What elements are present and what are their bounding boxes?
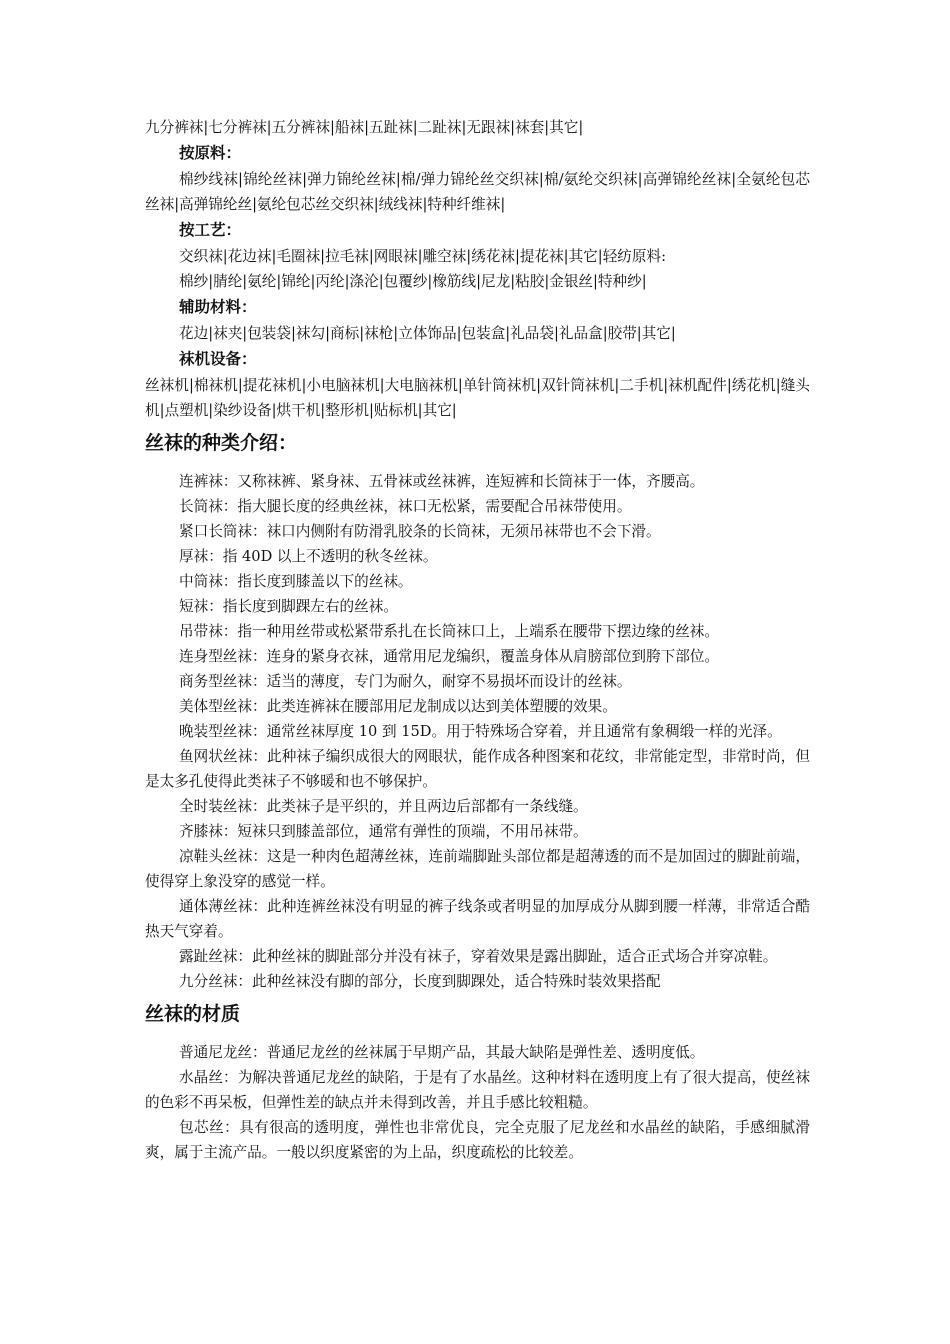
material-item: 普通尼龙丝：普通尼龙丝的丝袜属于早期产品，其最大缺陷是弹性差、透明度低。 — [179, 1044, 705, 1061]
type-item: 鱼网状丝袜：此种袜子编织成很大的网眼状，能作成各种图案和花纹，非常能定型，非常时尚，但是太多孔使得此类袜子不够暖和也不够保护。 — [145, 748, 810, 790]
by-process-line-2: 棉纱|腈纶|氨纶|锦纶|丙纶|涤沦|包覆纱|橡筋线|尼龙|粘胶|金银丝|特种纱| — [179, 273, 647, 290]
types-section-heading: 丝袜的种类介绍： — [145, 432, 298, 454]
aux-materials-heading: 辅助材料： — [179, 298, 257, 316]
type-item: 通体薄丝袜：此种连裤丝袜没有明显的裤子线条或者明显的加厚成分从脚到腰一样薄，非常适合酷热天气穿着。 — [145, 898, 810, 940]
by-material-text: 棉纱线袜|锦纶丝袜|弹力锦纶丝袜|棉/弹力锦纶丝交织袜|棉/氨纶交织袜|高弹锦纶丝袜|全氨纶包芯丝袜|高弹锦纶丝|氨纶包芯丝交织袜|绒线袜|特种纤维袜| — [145, 171, 810, 213]
by-process-heading: 按工艺： — [179, 221, 242, 239]
materials-list — [145, 1040, 810, 1165]
type-item: 全时装丝袜：此类袜子是平织的，并且两边后部都有一条线缝。 — [179, 798, 588, 815]
type-item: 紧口长筒袜：袜口内侧附有防滑乳胶条的长筒袜，无须吊袜带也不会下滑。 — [179, 523, 661, 540]
machines-text: 丝袜机|棉袜机|提花袜机|小电脑袜机|大电脑袜机|单针筒袜机|双针筒袜机|二手机|袜机配件|绣花机|缝头机|点塑机|染纱设备|烘干机|整形机|贴标机|其它| — [145, 377, 810, 419]
type-item: 连身型丝袜：连身的紧身衣袜，通常用尼龙编织，覆盖身体从肩膀部位到胯下部位。 — [179, 648, 719, 665]
material-item: 水晶丝：为解决普通尼龙丝的缺陷，于是有了水晶丝。这种材料在透明度上有了很大提高，使丝袜的色彩不再呆板，但弹性差的缺点并未得到改善，并且手感比较粗糙。 — [145, 1069, 810, 1111]
by-material-heading: 按原料： — [179, 144, 242, 162]
type-item: 露趾丝袜：此种丝袜的脚趾部分并没有袜子，穿着效果是露出脚趾，适合正式场合并穿凉鞋。 — [179, 948, 778, 965]
type-item: 长筒袜：指大腿长度的经典丝袜，袜口无松紧，需要配合吊袜带使用。 — [179, 498, 632, 515]
type-item: 美体型丝袜：此类连裤袜在腰部用尼龙制成以达到美体塑腰的效果。 — [179, 698, 617, 715]
materials-section-heading: 丝袜的材质 — [145, 1003, 241, 1025]
type-item: 厚袜：指 40D 以上不透明的秋冬丝袜。 — [179, 548, 438, 565]
type-item: 短袜：指长度到脚踝左右的丝袜。 — [179, 598, 398, 615]
document-page — [145, 115, 810, 1165]
aux-materials-text: 花边|袜夹|包装袋|袜勾|商标|袜枪|立体饰品|包装盒|礼品袋|礼品盒|胶带|其它| — [179, 325, 676, 342]
machines-heading: 袜机设备： — [179, 350, 257, 368]
type-item: 商务型丝袜：适当的薄度，专门为耐久，耐穿不易损坏而设计的丝袜。 — [179, 673, 632, 690]
type-item: 凉鞋头丝袜：这是一种肉色超薄丝袜，连前端脚趾头部位都是超薄透的而不是加固过的脚趾前端，使得穿上象没穿的感觉一样。 — [145, 848, 810, 890]
type-item: 晚装型丝袜：通常丝袜厚度 10 到 15D。用于特殊场合穿着，并且通常有象稠缎一样的光泽。 — [179, 723, 782, 740]
sock-types-line: 九分裤袜|七分裤袜|五分裤袜|船袜|五趾袜|二趾袜|无跟袜|袜套|其它| — [145, 119, 584, 136]
type-item: 连裤袜：又称袜裤、紧身袜、五骨袜或丝袜裤，连短裤和长筒袜于一体，齐腰高。 — [179, 473, 705, 490]
types-list — [145, 469, 810, 994]
by-process-line-1: 交织袜|花边袜|毛圈袜|拉毛袜|网眼袜|雕空袜|绣花袜|提花袜|其它|轻纺原料: — [179, 248, 666, 265]
material-item: 包芯丝：具有很高的透明度，弹性也非常优良，完全克服了尼龙丝和水晶丝的缺陷，手感细腻滑爽，属于主流产品。一般以织度紧密的为上品，织度疏松的比较差。 — [145, 1119, 810, 1161]
type-item: 吊带袜：指一种用丝带或松紧带系扎在长筒袜口上，上端系在腰带下摆边缘的丝袜。 — [179, 623, 719, 640]
type-item: 齐膝袜：短袜只到膝盖部位，通常有弹性的顶端，不用吊袜带。 — [179, 823, 588, 840]
type-item: 中筒袜：指长度到膝盖以下的丝袜。 — [179, 573, 413, 590]
type-item: 九分丝袜：此种丝袜没有脚的部分，长度到脚踝处，适合特殊时装效果搭配 — [179, 973, 661, 990]
